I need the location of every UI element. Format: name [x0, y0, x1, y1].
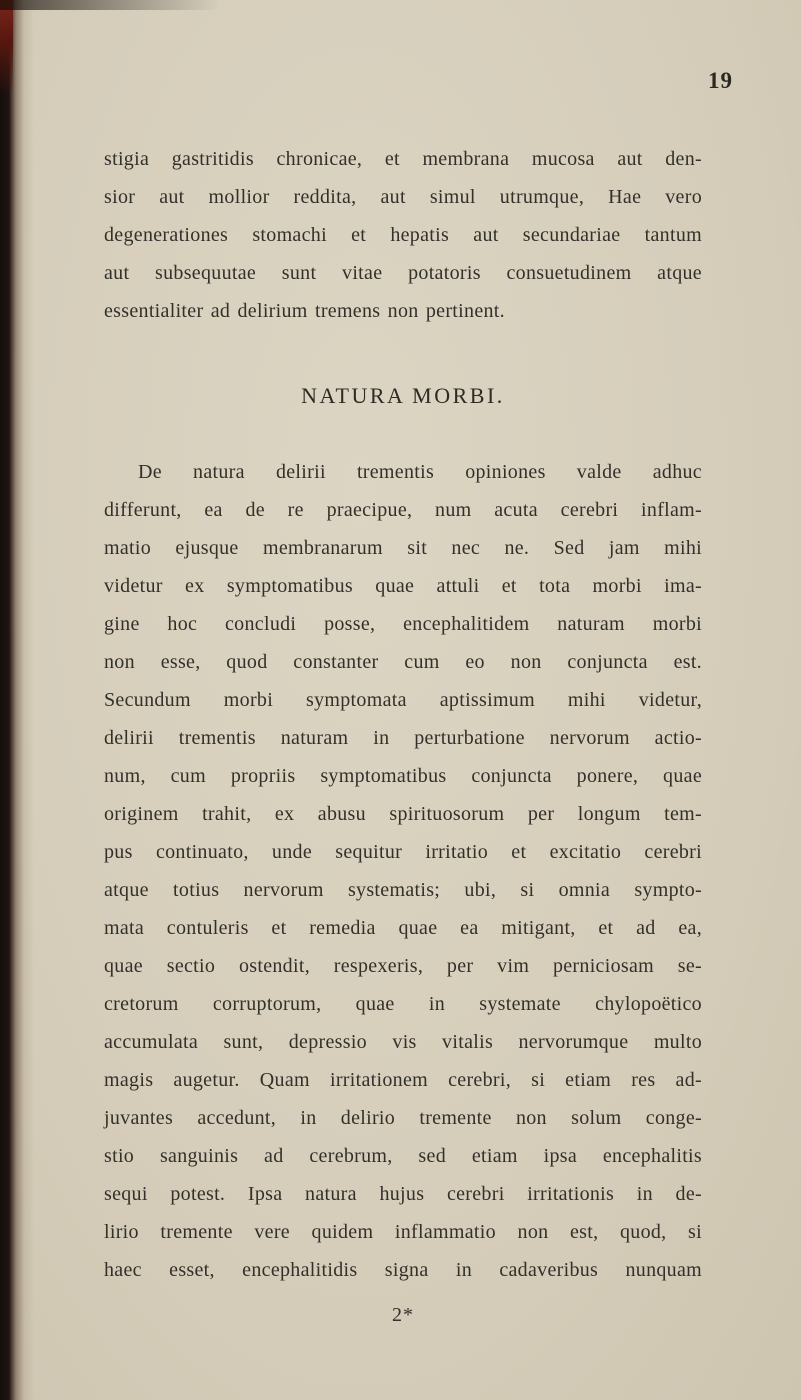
text-line: videtur ex symptomatibus quae attuli et tota morbi ima-	[104, 575, 702, 597]
paragraph-1	[104, 140, 702, 330]
text-line: haec esset, encephalitidis signa in cadaveribus nunquam	[104, 1259, 702, 1281]
text-line: stio sanguinis ad cerebrum, sed etiam ipsa encephalitis	[104, 1145, 702, 1167]
text-line: accumulata sunt, depressio vis vitalis nervorumque multo	[104, 1031, 702, 1053]
text-line: gine hoc concludi posse, encephalitidem naturam morbi	[104, 613, 702, 635]
text-line: stigia gastritidis chronicae, et membrana mucosa aut den-	[104, 148, 702, 170]
section-heading: NATURA MORBI.	[301, 383, 505, 408]
text-line: non esse, quod constanter cum eo non conjuncta est.	[104, 651, 702, 673]
text-line: lirio tremente vere quidem inflammatio non est, quod, si	[104, 1221, 702, 1243]
text-line: delirii trementis naturam in perturbatione nervorum actio-	[104, 727, 702, 749]
text-block	[104, 140, 702, 1327]
text-line: cretorum corruptorum, quae in systemate chylopoëtico	[104, 993, 702, 1015]
text-line: atque totius nervorum systematis; ubi, si omnia sympto-	[104, 879, 702, 901]
text-line: differunt, ea de re praecipue, num acuta cerebri inflam-	[104, 499, 702, 521]
signature-mark: 2*	[392, 1304, 414, 1326]
text-line: aut subsequutae sunt vitae potatoris consuetudinem atque	[104, 262, 702, 284]
gutter-shadow	[0, 0, 34, 1400]
text-line: degenerationes stomachi et hepatis aut secundariae tantum	[104, 224, 702, 246]
text-line: juvantes accedunt, in delirio tremente non solum conge-	[104, 1107, 702, 1129]
text-line: pus continuato, unde sequitur irritatio et excitatio cerebri	[104, 841, 702, 863]
text-line: Secundum morbi symptomata aptissimum mihi videtur,	[104, 689, 702, 711]
page-number: 19	[708, 68, 733, 93]
text-line: essentialiter ad delirium tremens non pertinent.	[104, 300, 505, 322]
top-edge-shadow	[0, 0, 220, 10]
text-line: magis augetur. Quam irritationem cerebri, si etiam res ad-	[104, 1069, 702, 1091]
text-line: quae sectio ostendit, respexeris, per vim perniciosam se-	[104, 955, 702, 977]
text-line: mata contuleris et remedia quae ea mitigant, et ad ea,	[104, 917, 702, 939]
text-line: sior aut mollior reddita, aut simul utrumque, Hae vero	[104, 186, 702, 208]
text-line: De natura delirii trementis opiniones valde adhuc	[138, 461, 702, 483]
text-line: sequi potest. Ipsa natura hujus cerebri irritationis in de-	[104, 1183, 702, 1205]
binding-edge	[0, 0, 13, 95]
text-line: originem trahit, ex abusu spirituosorum per longum tem-	[104, 803, 702, 825]
paragraph-2	[104, 453, 702, 1289]
text-line: num, cum propriis symptomatibus conjuncta ponere, quae	[104, 765, 702, 787]
text-line: matio ejusque membranarum sit nec ne. Sed jam mihi	[104, 537, 702, 559]
